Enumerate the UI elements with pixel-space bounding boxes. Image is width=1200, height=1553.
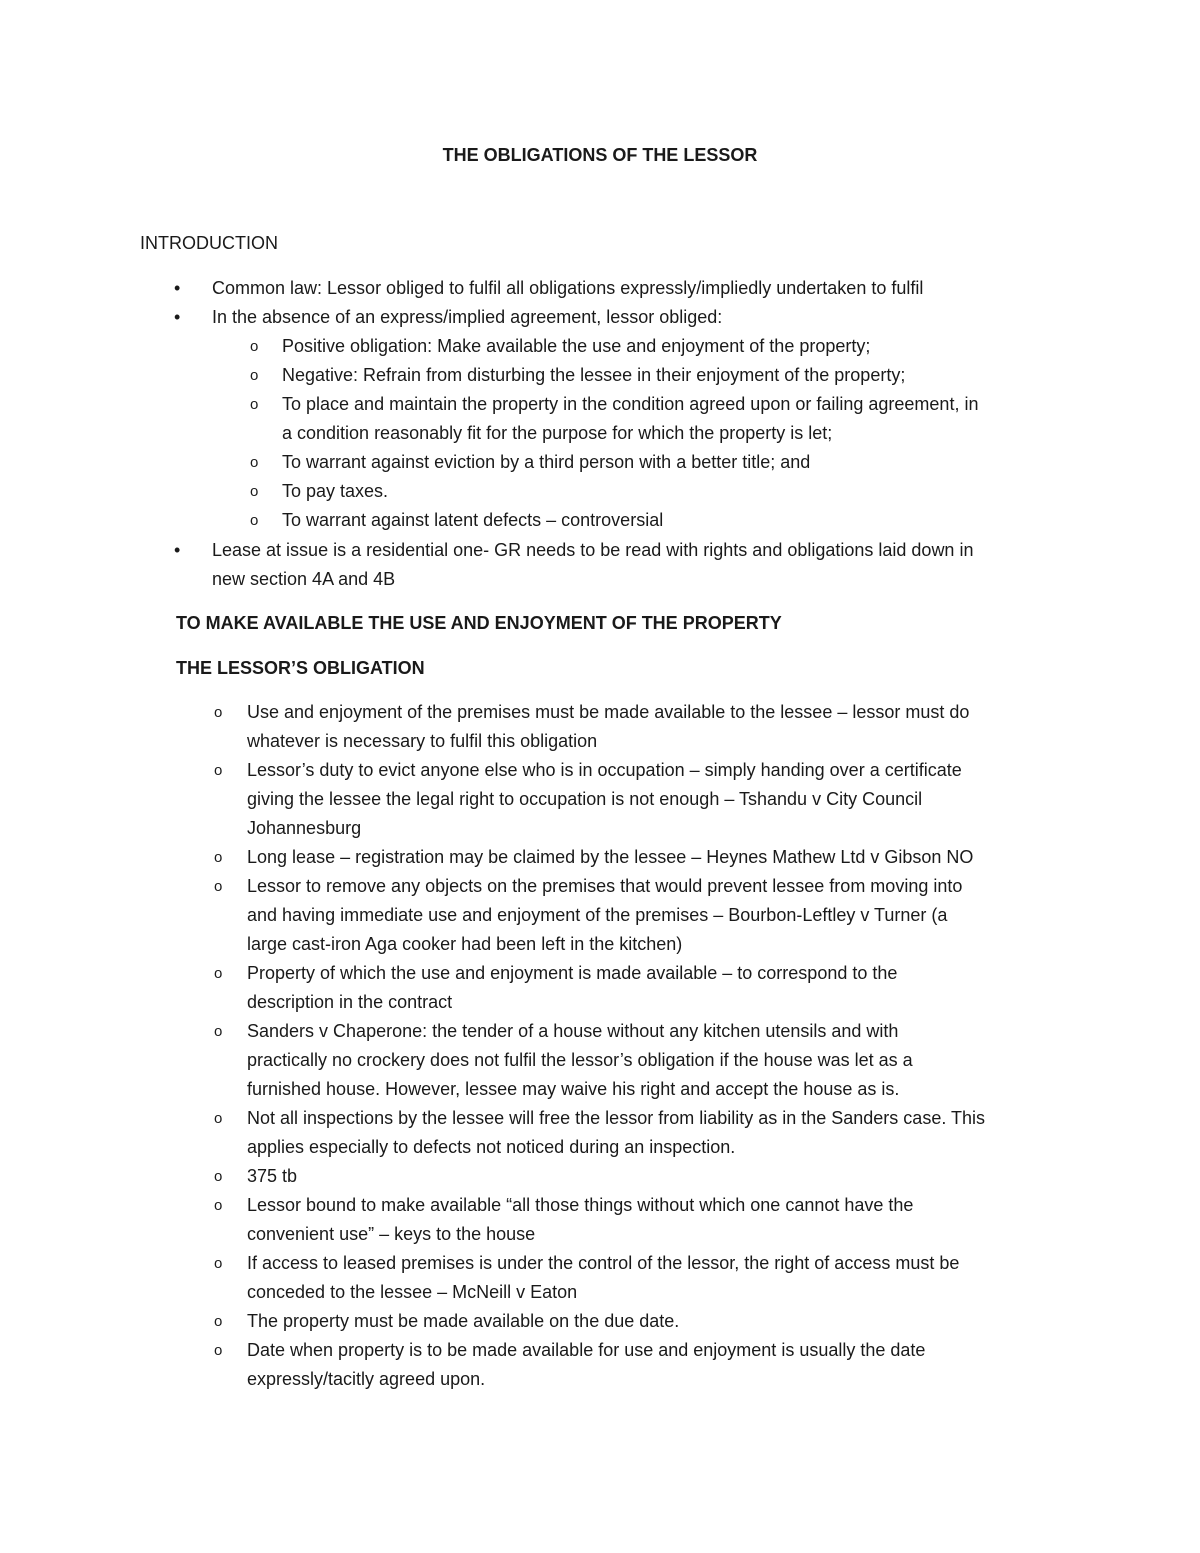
- list-item-text: convenient use” – keys to the house: [247, 1224, 536, 1244]
- document-title: THE OBLIGATIONS OF THE LESSOR: [442, 145, 758, 165]
- intro-heading: INTRODUCTION: [140, 233, 278, 253]
- list-marker: o: [250, 512, 259, 529]
- list-marker: o: [250, 454, 259, 471]
- list-item: [0, 959, 1200, 1017]
- list-item-text: whatever is necessary to fulfil this obligation: [247, 731, 598, 751]
- list-item-text: Not all inspections by the lessee will free the lessor from liability as in the Sanders case. This: [247, 1108, 986, 1128]
- list-item: [0, 1162, 1200, 1191]
- intro-sublist: [0, 332, 1200, 535]
- list-item-text: large cast-iron Aga cooker had been left in the kitchen): [247, 934, 683, 954]
- intro-last-item: [0, 536, 1200, 594]
- list-item-text: new section 4A and 4B: [212, 569, 396, 589]
- list-marker: o: [214, 849, 223, 866]
- list-marker: o: [214, 878, 223, 895]
- list-item: [0, 390, 1200, 448]
- list-item-text: Long lease – registration may be claimed by the lessee – Heynes Mathew Ltd v Gibson NO: [247, 847, 974, 867]
- list-marker: o: [250, 483, 259, 500]
- list-item-text: Lessor bound to make available “all those things without which one cannot have the: [247, 1195, 914, 1215]
- list-item-text: expressly/tacitly agreed upon.: [247, 1369, 486, 1389]
- list-item: [0, 1336, 1200, 1394]
- list-item: [0, 536, 1200, 594]
- list-marker: o: [214, 762, 223, 779]
- list-item: [0, 872, 1200, 959]
- list-item-text: To warrant against eviction by a third person with a better title; and: [282, 452, 811, 472]
- list-item-text: In the absence of an express/implied agreement, lessor obliged:: [212, 307, 723, 327]
- list-item-text: furnished house. However, lessee may waive his right and accept the house as is.: [247, 1079, 900, 1099]
- list-marker: o: [214, 1342, 223, 1359]
- list-marker: o: [214, 965, 223, 982]
- list-item-text: applies especially to defects not noticed during an inspection.: [247, 1137, 736, 1157]
- list-item: [0, 332, 1200, 361]
- list-marker: o: [214, 1255, 223, 1272]
- list-item: [0, 843, 1200, 872]
- list-item-text: Use and enjoyment of the premises must be made available to the lessee – lessor must do: [247, 702, 970, 722]
- list-marker: o: [250, 338, 259, 355]
- list-item-text: Lessor to remove any objects on the premises that would prevent lessee from moving into: [247, 876, 963, 896]
- list-item: [0, 361, 1200, 390]
- list-marker: o: [214, 1197, 223, 1214]
- list-item: [0, 303, 1200, 332]
- list-item-text: practically no crockery does not fulfil the lessor’s obligation if the house was let as a: [247, 1050, 913, 1070]
- list-marker: o: [214, 704, 223, 721]
- list-marker: o: [214, 1168, 223, 1185]
- list-item: [0, 698, 1200, 756]
- list-marker: o: [214, 1313, 223, 1330]
- list-item: [0, 756, 1200, 843]
- list-item-text: To place and maintain the property in the condition agreed upon or failing agreement, in: [282, 394, 979, 414]
- list-item-text: To pay taxes.: [282, 481, 389, 501]
- list-marker: o: [250, 367, 259, 384]
- list-item: [0, 1191, 1200, 1249]
- list-item-text: 375 tb: [247, 1166, 298, 1186]
- list-item-text: Property of which the use and enjoyment is made available – to correspond to the: [247, 963, 898, 983]
- list-item-text: Date when property is to be made available for use and enjoyment is usually the date: [247, 1340, 926, 1360]
- list-item: [0, 1017, 1200, 1104]
- list-item-text: The property must be made available on the due date.: [247, 1311, 680, 1331]
- list-item: [0, 1249, 1200, 1307]
- list-marker: •: [174, 540, 181, 560]
- list-item-text: Lessor’s duty to evict anyone else who is in occupation – simply handing over a certificate: [247, 760, 962, 780]
- list-item-text: description in the contract: [247, 992, 453, 1012]
- list-item: [0, 274, 1200, 303]
- list-item-text: a condition reasonably fit for the purpose for which the property is let;: [282, 423, 833, 443]
- list-marker: o: [214, 1023, 223, 1040]
- list-item: [0, 448, 1200, 477]
- list-item-text: Johannesburg: [247, 818, 362, 838]
- list-item: [0, 1307, 1200, 1336]
- list-item-text: and having immediate use and enjoyment of the premises – Bourbon-Leftley v Turner (a: [247, 905, 948, 925]
- list-item-text: Sanders v Chaperone: the tender of a house without any kitchen utensils and with: [247, 1021, 899, 1041]
- list-item-text: Lease at issue is a residential one- GR needs to be read with rights and obligations laid down in: [212, 540, 974, 560]
- intro-list: [0, 274, 1200, 332]
- list-item: [0, 1104, 1200, 1162]
- list-marker: •: [174, 278, 181, 298]
- obligation-list: [0, 698, 1200, 1394]
- list-item-text: If access to leased premises is under the control of the lessor, the right of access must be: [247, 1253, 960, 1273]
- section-heading: TO MAKE AVAILABLE THE USE AND ENJOYMENT OF THE PROPERTY: [176, 613, 782, 633]
- list-item-text: Common law: Lessor obliged to fulfil all obligations expressly/impliedly undertaken to fulfil: [212, 278, 924, 298]
- list-item-text: Positive obligation: Make available the use and enjoyment of the property;: [282, 336, 871, 356]
- list-item-text: To warrant against latent defects – controversial: [282, 510, 664, 530]
- list-item: [0, 506, 1200, 535]
- subsection-heading: THE LESSOR’S OBLIGATION: [176, 658, 425, 678]
- list-item-text: conceded to the lessee – McNeill v Eaton: [247, 1282, 578, 1302]
- list-marker: o: [250, 396, 259, 413]
- list-item: [0, 477, 1200, 506]
- list-item-text: Negative: Refrain from disturbing the lessee in their enjoyment of the property;: [282, 365, 906, 385]
- list-item-text: giving the lessee the legal right to occupation is not enough – Tshandu v City Council: [247, 789, 923, 809]
- list-marker: o: [214, 1110, 223, 1127]
- list-marker: •: [174, 307, 181, 327]
